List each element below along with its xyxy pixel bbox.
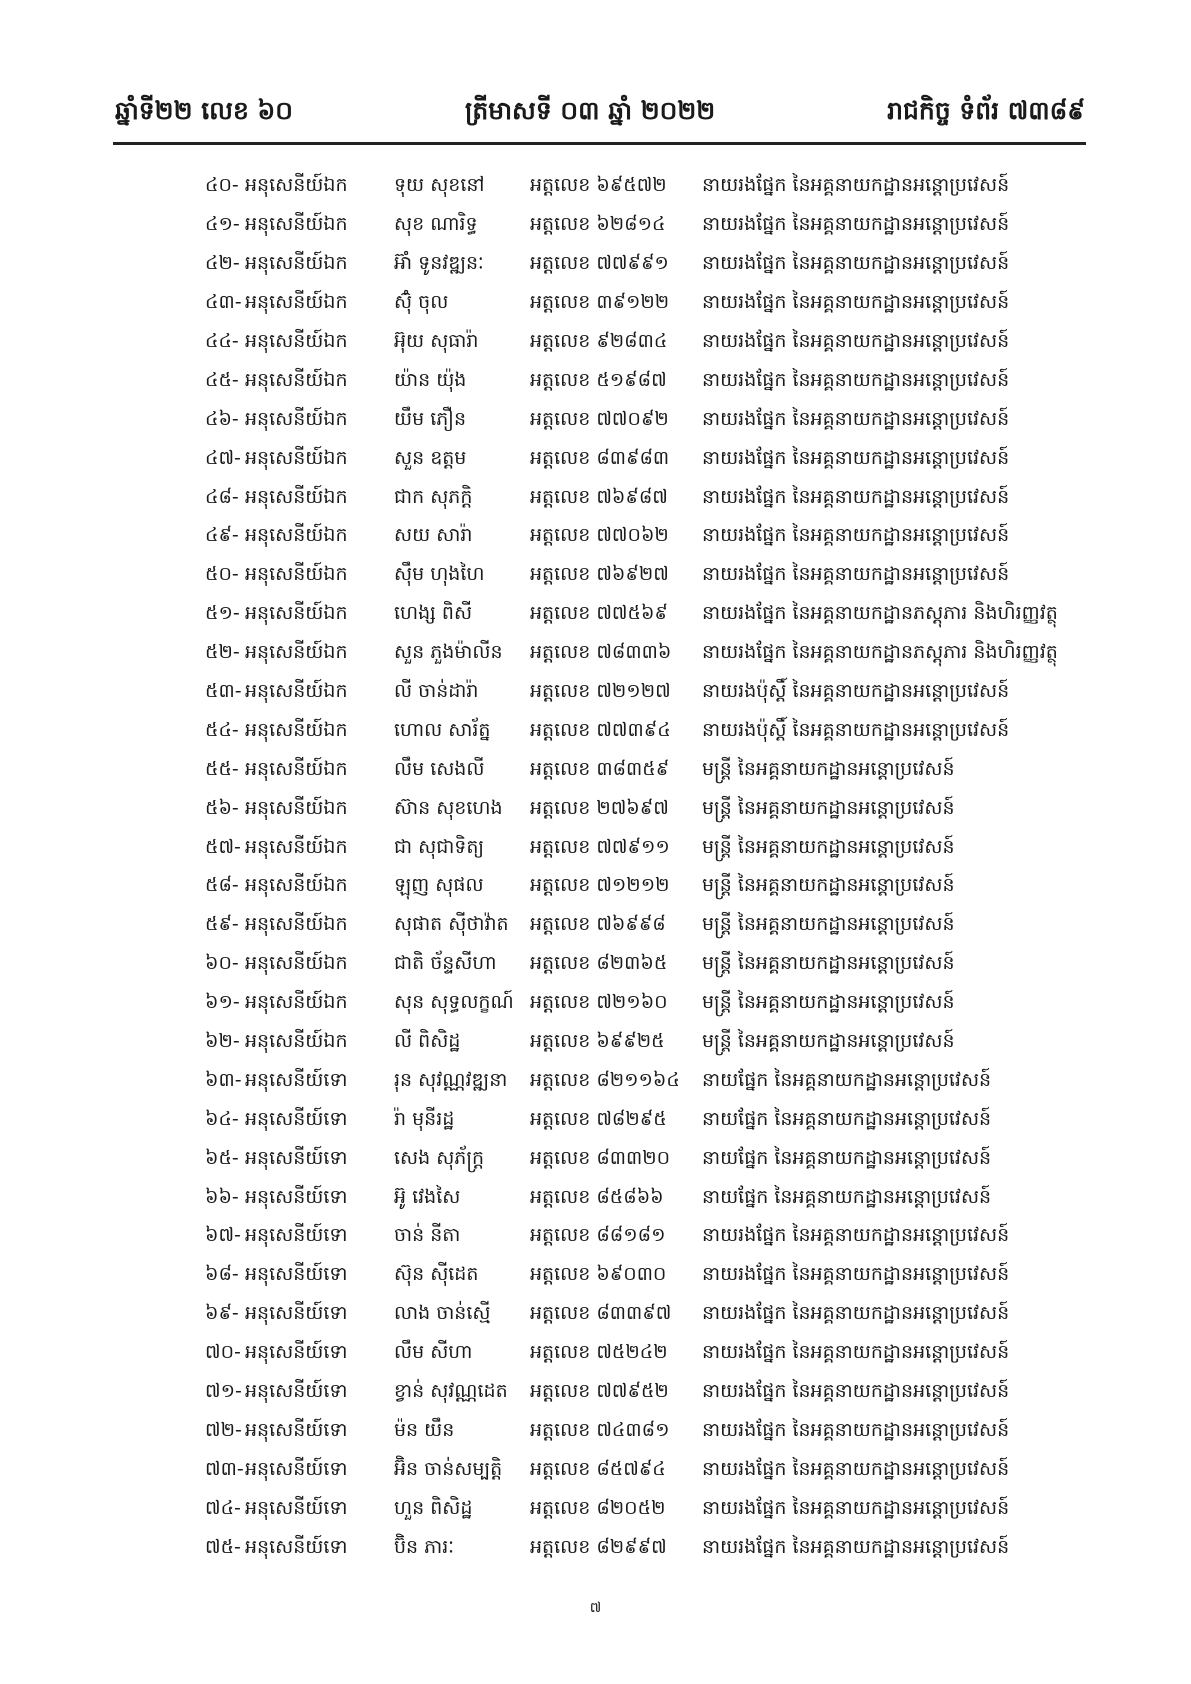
id-number-cell: អត្តលេខ ៦៩០៣០ bbox=[530, 1263, 667, 1286]
entry-number: ៧៥- bbox=[205, 1535, 241, 1558]
entry-number: ៥៧- bbox=[205, 835, 241, 858]
rank-cell: អនុសេនីយ៍ឯក bbox=[245, 330, 348, 352]
name-cell: សួន ឧត្តម bbox=[394, 446, 467, 469]
entry-number: ៥៦- bbox=[205, 796, 239, 819]
name-cell: ជាតិ ច័ន្ទសីហា bbox=[394, 952, 497, 975]
name-cell: ខ្វាន់ សុវណ្ណដេត bbox=[394, 1380, 508, 1403]
issue-label: ឆ្នាំទី២២ លេខ ៦០ bbox=[115, 96, 293, 125]
name-cell: ឡុញ សុផល bbox=[394, 874, 484, 897]
table-row bbox=[205, 168, 1090, 207]
id-number-cell: អត្តលេខ ៧៨៣៣៦ bbox=[530, 641, 672, 664]
position-cell: នាយរងផ្នែក នៃអគ្គនាយកដ្ឋានអន្តោប្រវេសន៍ bbox=[702, 1224, 1010, 1247]
entry-number: ៦៨- bbox=[205, 1263, 239, 1286]
rank-cell: អនុសេនីយ៍ឯក bbox=[245, 718, 348, 741]
id-number-cell: អត្តលេខ ៨៣៩៨៣ bbox=[530, 446, 670, 469]
table-row bbox=[205, 1374, 1090, 1413]
entry-number: ៧៤- bbox=[205, 1496, 241, 1519]
id-number-cell: អត្តលេខ ៨៥៧៩៤ bbox=[530, 1457, 666, 1480]
id-number-cell: អត្តលេខ ៨២៩៩៧ bbox=[530, 1535, 667, 1558]
rank-cell: អនុសេនីយ៍ទោ bbox=[245, 1107, 348, 1130]
rank-cell: អនុសេនីយ៍ឯក bbox=[245, 952, 348, 975]
page-number: ៧ bbox=[589, 1600, 602, 1616]
table-row bbox=[205, 518, 1090, 557]
rank-cell: អនុសេនីយ៍ឯក bbox=[245, 874, 348, 897]
name-cell: រុន សុវណ្ណវឌ្ឍនា bbox=[394, 1068, 508, 1091]
rank-cell: អនុសេនីយ៍ទោ bbox=[245, 1185, 348, 1208]
position-cell: នាយផ្នែក នៃអគ្គនាយកដ្ឋានអន្តោប្រវេសន៍ bbox=[702, 1068, 992, 1091]
quarter-label: ត្រីមាសទី ០៣ ឆ្នាំ ២០២២ bbox=[464, 96, 716, 125]
rank-cell: អនុសេនីយ៍ទោ bbox=[245, 1380, 348, 1403]
entry-number: ៦២- bbox=[205, 1030, 240, 1053]
name-cell: ហេង្ស ពិសី bbox=[394, 602, 473, 625]
rank-cell: អនុសេនីយ៍ឯក bbox=[245, 524, 348, 547]
rank-cell: អនុសេនីយ៍ឯក bbox=[245, 291, 348, 314]
position-cell: នាយរងផ្នែក នៃអគ្គនាយកដ្ឋានអន្តោប្រវេសន៍ bbox=[702, 1457, 1010, 1480]
table-row bbox=[205, 285, 1090, 324]
position-cell: មន្ត្រី នៃអគ្គនាយកដ្ឋានអន្តោប្រវេសន៍ bbox=[702, 913, 955, 936]
table-row bbox=[205, 324, 1090, 363]
table-row bbox=[205, 751, 1090, 790]
id-number-cell: អត្តលេខ ៧៥២៤២ bbox=[530, 1341, 668, 1364]
entry-number: ៧២- bbox=[205, 1418, 242, 1441]
table-row bbox=[205, 1413, 1090, 1452]
id-number-cell: អត្តលេខ ៧២១២៧ bbox=[530, 680, 671, 703]
table-row bbox=[205, 1451, 1090, 1490]
table-row bbox=[205, 829, 1090, 868]
name-cell: អ៊ាំ ទូនវឌ្ឍនៈ bbox=[394, 252, 484, 275]
position-cell: នាយរងប៉ុស្តិ៍ នៃអគ្គនាយកដ្ឋានអន្តោប្រវេសន៍ bbox=[702, 680, 1010, 703]
id-number-cell: អត្តលេខ ៧៧៥៦៩ bbox=[530, 602, 668, 625]
id-number-cell: អត្តលេខ ៨៨១៨១ bbox=[530, 1224, 666, 1247]
name-cell: លឹម សីហា bbox=[394, 1341, 473, 1364]
entry-number: ៤០- bbox=[205, 174, 239, 197]
rank-cell: អនុសេនីយ៍ឯក bbox=[245, 563, 348, 586]
position-cell: នាយរងផ្នែក នៃអគ្គនាយកដ្ឋានភស្តុភារ និងហិរញ្ញវត្ថុ bbox=[702, 641, 1058, 664]
position-cell: នាយរងផ្នែក នៃអគ្គនាយកដ្ឋានអន្តោប្រវេសន៍ bbox=[702, 1380, 1010, 1403]
name-cell: ស៊ឹម ហុងហៃ bbox=[394, 563, 485, 586]
id-number-cell: អត្តលេខ ៧៦៩៨៧ bbox=[530, 485, 668, 508]
rank-cell: អនុសេនីយ៍ឯក bbox=[245, 680, 348, 703]
rank-cell: អនុសេនីយ៍ឯក bbox=[245, 835, 348, 858]
entry-number: ៦៩- bbox=[205, 1302, 239, 1325]
entry-number: ៤៥- bbox=[205, 368, 239, 391]
position-cell: មន្ត្រី នៃអគ្គនាយកដ្ឋានអន្តោប្រវេសន៍ bbox=[702, 952, 955, 975]
table-row bbox=[205, 1218, 1090, 1257]
position-cell: នាយរងផ្នែក នៃអគ្គនាយកដ្ឋានអន្តោប្រវេសន៍ bbox=[702, 368, 1010, 391]
name-cell: លឹម សេងលី bbox=[394, 757, 485, 780]
rank-cell: អនុសេនីយ៍ទោ bbox=[245, 1418, 348, 1441]
entry-number: ៥៩- bbox=[205, 913, 239, 936]
name-cell: រ៉ា មុនីរដ្ឋ bbox=[394, 1107, 455, 1130]
table-row bbox=[205, 207, 1090, 246]
position-cell: នាយរងផ្នែក នៃអគ្គនាយកដ្ឋានអន្តោប្រវេសន៍ bbox=[702, 1496, 1010, 1519]
name-cell: ទុយ សុខនៅ bbox=[394, 174, 485, 197]
position-cell: នាយរងផ្នែក នៃអគ្គនាយកដ្ឋានអន្តោប្រវេសន៍ bbox=[702, 563, 1010, 586]
entry-number: ៥១- bbox=[205, 602, 240, 625]
id-number-cell: អត្តលេខ ៧៧៩៥២ bbox=[530, 1380, 669, 1403]
position-cell: មន្ត្រី នៃអគ្គនាយកដ្ឋានអន្តោប្រវេសន៍ bbox=[702, 796, 955, 819]
position-cell: នាយរងផ្នែក នៃអគ្គនាយកដ្ឋានអន្តោប្រវេសន៍ bbox=[702, 407, 1010, 430]
id-number-cell: អត្តលេខ ៨២៣៦៥ bbox=[530, 952, 668, 975]
entry-number: ៦៥- bbox=[205, 1146, 239, 1169]
entry-number: ៥៨- bbox=[205, 874, 239, 897]
table-row bbox=[205, 907, 1090, 946]
rank-cell: អនុសេនីយ៍ឯក bbox=[245, 913, 348, 936]
entry-number: ៤៦- bbox=[205, 407, 239, 430]
table-row bbox=[205, 712, 1090, 751]
entry-number: ៥៤- bbox=[205, 718, 239, 741]
table-row bbox=[205, 1335, 1090, 1374]
entry-number: ៤២- bbox=[205, 252, 240, 275]
position-cell: មន្ត្រី នៃអគ្គនាយកដ្ឋានអន្តោប្រវេសន៍ bbox=[702, 991, 955, 1014]
id-number-cell: អត្តលេខ ៧៧៩១១ bbox=[530, 835, 670, 858]
table-row bbox=[205, 674, 1090, 713]
table-row bbox=[205, 1101, 1090, 1140]
position-cell: នាយរងផ្នែក នៃអគ្គនាយកដ្ឋានអន្តោប្រវេសន៍ bbox=[702, 485, 1010, 508]
position-cell: នាយរងផ្នែក នៃអគ្គនាយកដ្ឋានអន្តោប្រវេសន៍ bbox=[702, 1302, 1010, 1325]
name-cell: យ៉ាន យ៉ុង bbox=[394, 368, 467, 391]
position-cell: នាយផ្នែក នៃអគ្គនាយកដ្ឋានអន្តោប្រវេសន៍ bbox=[702, 1185, 992, 1208]
table-row bbox=[205, 1490, 1090, 1529]
table-row bbox=[205, 1140, 1090, 1179]
rank-cell: អនុសេនីយ៍ឯក bbox=[245, 1030, 348, 1053]
id-number-cell: អត្តលេខ ៧២១៦០ bbox=[530, 991, 668, 1014]
entry-number: ៤៣- bbox=[205, 291, 242, 314]
table-row bbox=[205, 557, 1090, 596]
rank-cell: អនុសេនីយ៍ឯក bbox=[245, 368, 348, 391]
rank-cell: អនុសេនីយ៍ឯក bbox=[245, 407, 348, 430]
position-cell: នាយរងផ្នែក នៃអគ្គនាយកដ្ឋានអន្តោប្រវេសន៍ bbox=[702, 174, 1010, 197]
position-cell: នាយរងផ្នែក នៃអគ្គនាយកដ្ឋានអន្តោប្រវេសន៍ bbox=[702, 291, 1010, 314]
position-cell: នាយរងផ្នែក នៃអគ្គនាយកដ្ឋានអន្តោប្រវេសន៍ bbox=[702, 524, 1010, 547]
position-cell: នាយរងផ្នែក នៃអគ្គនាយកដ្ឋានអន្តោប្រវេសន៍ bbox=[702, 1535, 1010, 1558]
id-number-cell: អត្តលេខ ៧៨២៩៥ bbox=[530, 1107, 667, 1130]
name-cell: សេង សុភ័ក្ត្រ bbox=[394, 1146, 485, 1169]
entry-number: ៤៧- bbox=[205, 446, 241, 469]
id-number-cell: អត្តលេខ ៧៦៩៩៨ bbox=[530, 913, 666, 936]
id-number-cell: អត្តលេខ ៣៨៣៥៩ bbox=[530, 757, 670, 780]
table-row bbox=[205, 596, 1090, 635]
gazette-page-label: រាជកិច្ច ទំព័រ ៧៣៨៩ bbox=[887, 96, 1085, 125]
name-cell: ម៉ន យឹន bbox=[394, 1418, 455, 1441]
entry-number: ៥០- bbox=[205, 563, 239, 586]
position-cell: មន្ត្រី នៃអគ្គនាយកដ្ឋានអន្តោប្រវេសន៍ bbox=[702, 874, 955, 897]
table-row bbox=[205, 1062, 1090, 1101]
name-cell: ហួន ពិសិដ្ឋ bbox=[394, 1496, 473, 1519]
position-cell: មន្ត្រី នៃអគ្គនាយកដ្ឋានអន្តោប្រវេសន៍ bbox=[702, 1030, 955, 1053]
table-row bbox=[205, 440, 1090, 479]
name-cell: សុផាត ស៊ីថាវ៉ាត bbox=[394, 913, 509, 936]
id-number-cell: អត្តលេខ ៦៩៩២៥ bbox=[530, 1030, 665, 1053]
entry-number: ៦៧- bbox=[205, 1224, 241, 1247]
table-row bbox=[205, 479, 1090, 518]
position-cell: នាយរងផ្នែក នៃអគ្គនាយកដ្ឋានអន្តោប្រវេសន៍ bbox=[702, 252, 1010, 275]
id-number-cell: អត្តលេខ ៧៧០៩២ bbox=[530, 407, 669, 430]
table-row bbox=[205, 1296, 1090, 1335]
position-cell: នាយរងផ្នែក នៃអគ្គនាយកដ្ឋានភស្តុភារ និងហិរញ្ញវត្ថុ bbox=[702, 602, 1058, 625]
position-cell: នាយផ្នែក នៃអគ្គនាយកដ្ឋានអន្តោប្រវេសន៍ bbox=[702, 1146, 992, 1169]
id-number-cell: អត្តលេខ ៧៧០៦២ bbox=[530, 524, 669, 547]
name-cell: លី ពិសិដ្ឋ bbox=[394, 1030, 461, 1053]
entry-number: ៥៥- bbox=[205, 757, 239, 780]
id-number-cell: អត្តលេខ ៨៣៣៩៧ bbox=[530, 1302, 672, 1325]
name-cell: ជាក សុភក្តិ bbox=[394, 485, 473, 508]
name-cell: សុន សុទ្ធលក្ខណ៍ bbox=[394, 991, 514, 1014]
entry-number: ៧៣- bbox=[205, 1457, 244, 1480]
id-number-cell: អត្តលេខ ៣៩១២២ bbox=[530, 291, 670, 314]
id-number-cell: អត្តលេខ ៥១៩៨៧ bbox=[530, 368, 667, 391]
name-cell: សយ សារ៉ា bbox=[394, 524, 473, 547]
table-row bbox=[205, 868, 1090, 907]
name-cell: សុខ ណារិទ្ធ bbox=[394, 213, 478, 236]
name-cell: យឹម ភឿន bbox=[394, 407, 467, 430]
name-cell: លាង ចាន់ស្មើ bbox=[394, 1302, 491, 1325]
name-cell: អ៊ូ វេងសៃ bbox=[394, 1185, 461, 1208]
id-number-cell: អត្តលេខ ៦៩៥៧២ bbox=[530, 174, 667, 197]
rank-cell: អនុសេនីយ៍ទោ bbox=[245, 1496, 348, 1519]
position-cell: នាយរងផ្នែក នៃអគ្គនាយកដ្ឋានអន្តោប្រវេសន៍ bbox=[702, 446, 1010, 469]
table-row bbox=[205, 401, 1090, 440]
position-cell: មន្ត្រី នៃអគ្គនាយកដ្ឋានអន្តោប្រវេសន៍ bbox=[702, 835, 955, 858]
entry-number: ៥៣- bbox=[205, 680, 242, 703]
rank-cell: អនុសេនីយ៍ឯក bbox=[245, 174, 348, 197]
entry-number: ៦១- bbox=[205, 991, 240, 1014]
rank-cell: អនុសេនីយ៍ឯក bbox=[245, 991, 348, 1014]
position-cell: មន្ត្រី នៃអគ្គនាយកដ្ឋានអន្តោប្រវេសន៍ bbox=[702, 757, 955, 780]
table-row bbox=[205, 635, 1090, 674]
position-cell: នាយរងផ្នែក នៃអគ្គនាយកដ្ឋានអន្តោប្រវេសន៍ bbox=[702, 330, 1010, 352]
entry-number: ៦៦- bbox=[205, 1185, 239, 1208]
name-cell: ស៊ាន សុខហេង bbox=[394, 796, 503, 819]
position-cell: នាយរងផ្នែក នៃអគ្គនាយកដ្ឋានអន្តោប្រវេសន៍ bbox=[702, 1341, 1010, 1364]
name-cell: ហោល សារ័ត្ន bbox=[394, 718, 491, 741]
rank-cell: អនុសេនីយ៍ឯក bbox=[245, 485, 348, 508]
rank-cell: អនុសេនីយ៍ទោ bbox=[245, 1263, 348, 1286]
table-row bbox=[205, 946, 1090, 985]
name-cell: អ៊ិន ចាន់សម្បត្តិ bbox=[394, 1457, 503, 1480]
table-row bbox=[205, 1179, 1090, 1218]
table-row bbox=[205, 1024, 1090, 1063]
position-cell: នាយរងប៉ុស្តិ៍ នៃអគ្គនាយកដ្ឋានអន្តោប្រវេសន៍ bbox=[702, 718, 1010, 741]
position-cell: នាយរងផ្នែក នៃអគ្គនាយកដ្ឋានអន្តោប្រវេសន៍ bbox=[702, 1263, 1010, 1286]
table-row bbox=[205, 1529, 1090, 1568]
id-number-cell: អត្តលេខ ៧១២១២ bbox=[530, 874, 670, 897]
officer-list-table bbox=[205, 168, 1090, 1568]
id-number-cell: អត្តលេខ ៦២៨១៤ bbox=[530, 213, 666, 236]
entry-number: ៤៤- bbox=[205, 330, 239, 352]
rank-cell: អនុសេនីយ៍ទោ bbox=[245, 1341, 348, 1364]
rank-cell: អនុសេនីយ៍ទោ bbox=[245, 1224, 348, 1247]
name-cell: ស៊ុំ ចុល bbox=[394, 291, 449, 314]
id-number-cell: អត្តលេខ ៨២០៥២ bbox=[530, 1496, 666, 1519]
entry-number: ៧១- bbox=[205, 1380, 242, 1403]
id-number-cell: អត្តលេខ ២៧៦៩៧ bbox=[530, 796, 669, 819]
rank-cell: អនុសេនីយ៍ឯក bbox=[245, 641, 348, 664]
table-row bbox=[205, 246, 1090, 285]
name-cell: ចាន់ នីតា bbox=[394, 1224, 461, 1247]
id-number-cell: អត្តលេខ ៨៣៣២០ bbox=[530, 1146, 671, 1169]
rank-cell: អនុសេនីយ៍ឯក bbox=[245, 602, 348, 625]
position-cell: នាយរងផ្នែក នៃអគ្គនាយកដ្ឋានអន្តោប្រវេសន៍ bbox=[702, 213, 1010, 236]
entry-number: ៤៨- bbox=[205, 485, 239, 508]
position-cell: នាយរងផ្នែក នៃអគ្គនាយកដ្ឋានអន្តោប្រវេសន៍ bbox=[702, 1418, 1010, 1441]
entry-number: ៤៩- bbox=[205, 524, 239, 547]
entry-number: ៦០- bbox=[205, 952, 239, 975]
table-row bbox=[205, 1257, 1090, 1296]
id-number-cell: អត្តលេខ ៨៥៨៦៦ bbox=[530, 1185, 664, 1208]
rank-cell: អនុសេនីយ៍ឯក bbox=[245, 446, 348, 469]
rank-cell: អនុសេនីយ៍ទោ bbox=[245, 1302, 348, 1325]
name-cell: ជា សុជាទិត្យ bbox=[394, 835, 485, 858]
table-row bbox=[205, 790, 1090, 829]
table-row bbox=[205, 985, 1090, 1024]
id-number-cell: អត្តលេខ ៧៧៩៩១ bbox=[530, 252, 669, 275]
name-cell: លី ចាន់ដារ៉ា bbox=[394, 680, 479, 703]
entry-number: ៧០- bbox=[205, 1341, 241, 1364]
entry-number: ៤១- bbox=[205, 213, 240, 236]
rank-cell: អនុសេនីយ៍ទោ bbox=[245, 1535, 348, 1558]
header-divider bbox=[113, 142, 1086, 145]
position-cell: នាយផ្នែក នៃអគ្គនាយកដ្ឋានអន្តោប្រវេសន៍ bbox=[702, 1107, 992, 1130]
entry-number: ៦៤- bbox=[205, 1107, 239, 1130]
rank-cell: អនុសេនីយ៍ឯក bbox=[245, 796, 348, 819]
id-number-cell: អត្តលេខ ៩២៨៣៤ bbox=[530, 330, 668, 352]
name-cell: អ៊ុយ សុធារ៉ា bbox=[394, 330, 479, 352]
id-number-cell: អត្តលេខ ៧៤៣៨១ bbox=[530, 1418, 670, 1441]
id-number-cell: អត្តលេខ ៧៦៩២៧ bbox=[530, 563, 669, 586]
rank-cell: អនុសេនីយ៍ទោ bbox=[245, 1068, 348, 1091]
name-cell: ស៊ុន ស៊ីដេត bbox=[394, 1263, 479, 1286]
id-number-cell: អត្តលេខ ៧៧៣៩៤ bbox=[530, 718, 671, 741]
entry-number: ៥២- bbox=[205, 641, 240, 664]
rank-cell: អនុសេនីយ៍ឯក bbox=[245, 757, 348, 780]
rank-cell: អនុសេនីយ៍ទោ bbox=[245, 1146, 348, 1169]
page-header bbox=[115, 92, 1085, 136]
rank-cell: អនុសេនីយ៍ទោ bbox=[245, 1457, 348, 1480]
id-number-cell: អត្តលេខ ៨២១១៦៤ bbox=[530, 1068, 680, 1091]
entry-number: ៦៣- bbox=[205, 1068, 242, 1091]
rank-cell: អនុសេនីយ៍ឯក bbox=[245, 213, 348, 236]
name-cell: សួន ភួងម៉ាលីន bbox=[394, 641, 503, 664]
table-row bbox=[205, 362, 1090, 401]
officer-list-body bbox=[205, 168, 1090, 1568]
name-cell: ប៊ិន ភារៈ bbox=[394, 1535, 455, 1558]
rank-cell: អនុសេនីយ៍ឯក bbox=[245, 252, 348, 275]
